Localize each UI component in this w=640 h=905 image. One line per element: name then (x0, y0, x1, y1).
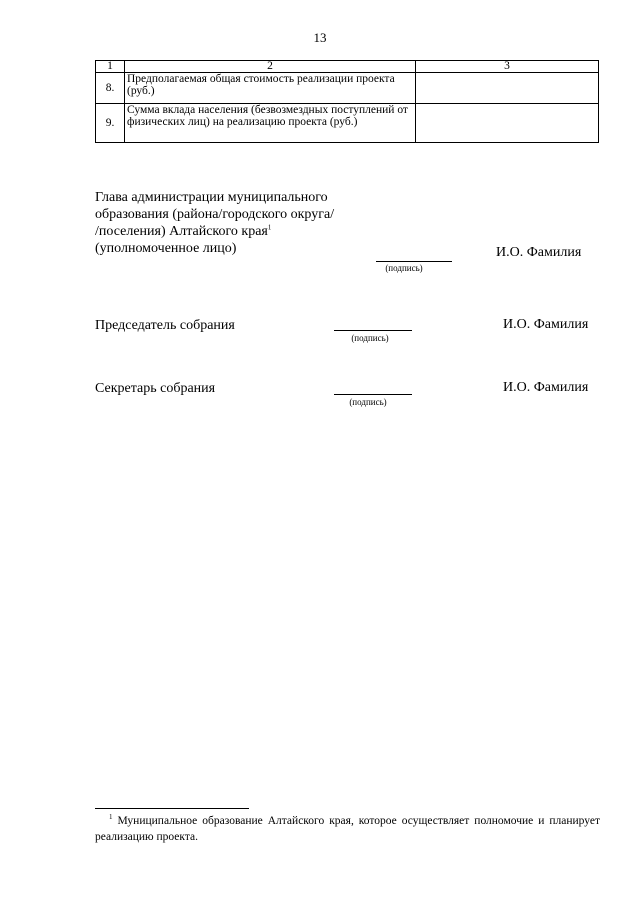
chairman-title: Председатель собрания (95, 318, 235, 333)
footnote-mark: 1 (109, 813, 113, 822)
head-signature-line (376, 261, 452, 262)
secretary-signature-line (334, 394, 412, 395)
row-value (416, 73, 599, 104)
column-header-3: 3 (416, 61, 599, 73)
page-number: 13 (313, 30, 327, 45)
head-title-line-4: (уполномоченное лицо) (95, 241, 237, 256)
head-name: И.О. Фамилия (496, 245, 582, 260)
secretary-title: Секретарь собрания (95, 381, 216, 396)
row-number: 9. (96, 104, 125, 143)
footnote (95, 813, 600, 845)
row-number: 8. (96, 73, 125, 104)
footnote-text: Муниципальное образование Алтайского края, которое осуществляет полномочие и планирует реализацию проекта. (95, 815, 600, 843)
footnote-separator (95, 808, 249, 809)
footnote-reference: 1 (267, 223, 272, 232)
head-signature-title (95, 189, 395, 257)
chairman-signature-caption: (подпись) (351, 333, 389, 343)
chairman-name: И.О. Фамилия (503, 317, 589, 332)
column-header-1: 1 (96, 61, 125, 73)
chairman-signature-line (334, 330, 412, 331)
head-title-line-1: Глава администрации муниципального (95, 190, 328, 205)
column-header-2: 2 (125, 61, 416, 73)
head-title-line-2: образования (района/городского округа/ (95, 207, 335, 222)
secretary-name: И.О. Фамилия (503, 380, 589, 395)
row-value (416, 104, 599, 143)
row-description: Предполагаемая общая стоимость реализации проекта (руб.) (125, 73, 416, 104)
table-header-row (96, 61, 599, 73)
table-row (96, 104, 599, 143)
project-table (95, 60, 599, 143)
head-title-line-3: /поселения) Алтайского края$^1$ (95, 223, 272, 239)
secretary-signature-caption: (подпись) (349, 397, 387, 407)
head-signature-caption: (подпись) (385, 263, 423, 273)
table-row (96, 73, 599, 104)
row-description: Сумма вклада населения (безвозмездных поступлений от физических лиц) на реализацию проекта (руб.) (125, 104, 416, 143)
